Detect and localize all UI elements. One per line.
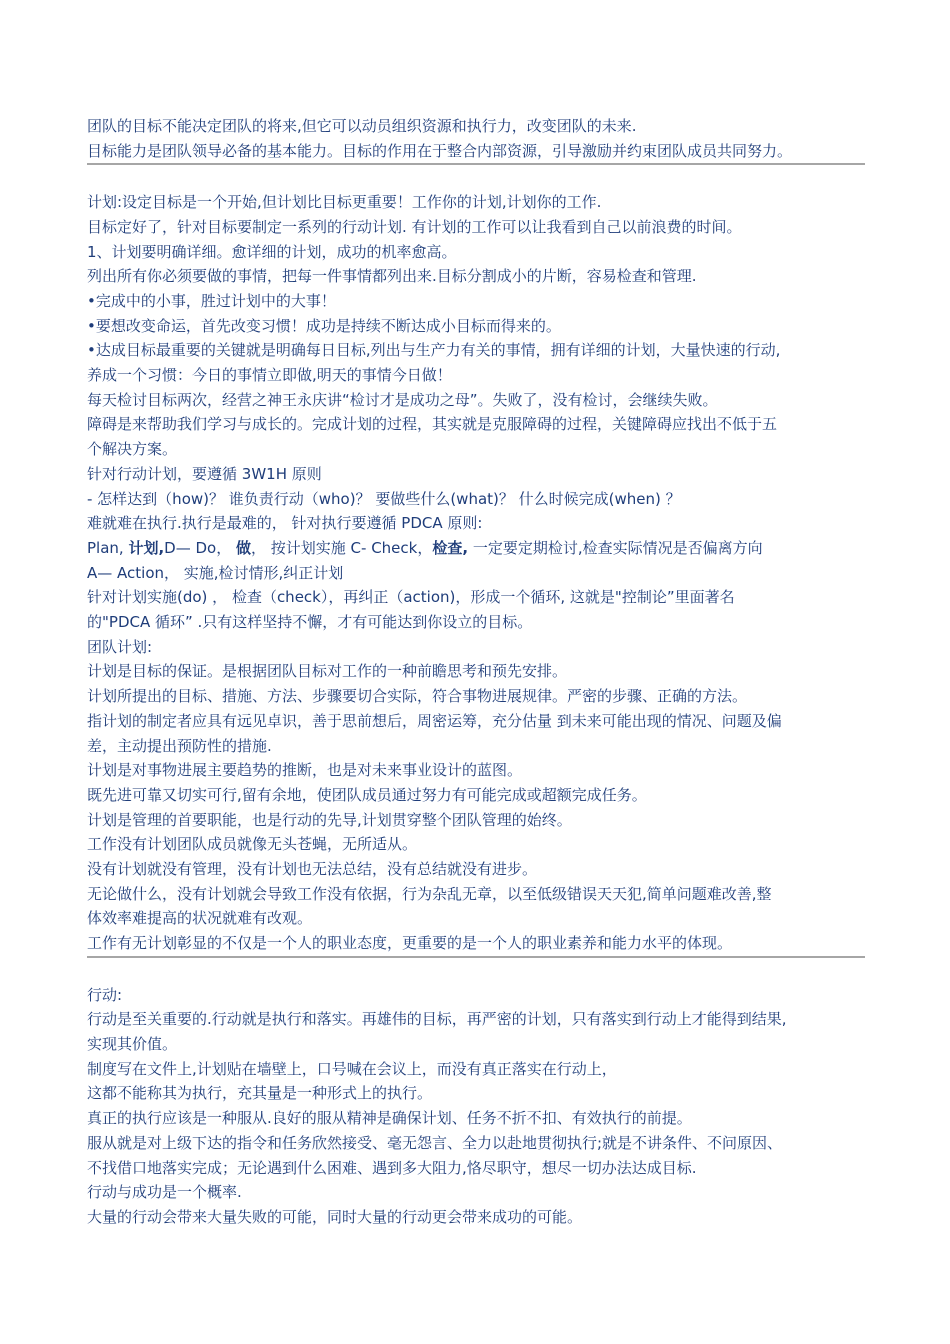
paragraph-line: 计划是对事物进展主要趋势的推断，也是对未来事业设计的蓝图。 [87, 761, 523, 780]
paragraph-line: 针对行动计划，要遵循 3W1H 原则 [87, 464, 322, 483]
paragraph-line: 团队计划: [87, 637, 153, 656]
pdca-bold-do: 做 [235, 538, 251, 557]
paragraph-line: 目标能力是团队领导必备的基本能力。目标的作用在于整合内部资源，引导激励并约束团队成员共同努力。 [87, 141, 793, 160]
paragraph-line: 制度写在文件上,计划贴在墙壁上，口号喊在会议上，而没有真正落实在行动上， [87, 1059, 617, 1078]
paragraph-line: 不找借口地落实完成；无论遇到什么困难、遇到多大阻力,恪尽职守，想尽一切办法达成目标. [87, 1158, 697, 1177]
document-body [87, 114, 869, 1230]
paragraph-line: 计划是目标的保证。是根据团队目标对工作的一种前瞻思考和预先安排。 [87, 662, 568, 681]
paragraph-line: A— Action， 实施,检讨情形,纠正计划 [87, 563, 344, 582]
paragraph-line: 无论做什么，没有计划就会导致工作没有依据，行为杂乱无章，以至低级错误天天犯,简单问题难改善,整 [87, 884, 772, 903]
paragraph-line: 差，主动提出预防性的措施. [87, 736, 272, 755]
blank-line [87, 165, 869, 190]
blank-line [87, 958, 869, 983]
pdca-text: 一定要定期检讨,检查实际情况是否偏离方向 [468, 538, 763, 557]
paragraph-line: 行动是至关重要的.行动就是执行和落实。再雄伟的目标，再严密的计划，只有落实到行动上才能得到结果, [87, 1010, 787, 1029]
paragraph-line: 这都不能称其为执行，充其量是一种形式上的执行。 [87, 1084, 433, 1103]
bullet-line: •达成目标最重要的关键就是明确每日目标,列出与生产力有关的事情，拥有详细的计划，大量快速的行动, [87, 341, 781, 360]
paragraph-line: 目标定好了，针对目标要制定一系列的行动计划. 有计划的工作可以让我看到自己以前浪费的时间。 [87, 217, 742, 236]
paragraph-line: 团队的目标不能决定团队的将来,但它可以动员组织资源和执行力，改变团队的未来. [87, 117, 637, 135]
paragraph-line: 障碍是来帮助我们学习与成长的。完成计划的过程，其实就是克服障碍的过程，关键障碍应找出不低于五 [87, 415, 778, 434]
paragraph-line: 个解决方案。 [87, 440, 178, 459]
paragraph-line: - 怎样达到（how)？ 谁负责行动（who)？ 要做些什么(what)？ 什么时候完成(when) ？ [87, 489, 681, 508]
paragraph-line: 行动: [87, 985, 123, 1004]
paragraph-line: 每天检讨目标两次，经营之神王永庆讲“检讨才是成功之母”。失败了，没有检讨，会继续失败。 [87, 390, 718, 409]
paragraph-line: 1、计划要明确详细。愈详细的计划，成功的机率愈高。 [87, 242, 457, 261]
paragraph-line: 没有计划就没有管理，没有计划也无法总结，没有总结就没有进步。 [87, 860, 538, 879]
bullet-line: •要想改变命运，首先改变习惯！成功是持续不断达成小目标而得来的。 [87, 316, 561, 335]
paragraph-line: 工作有无计划彰显的不仅是一个人的职业态度，更重要的是一个人的职业素养和能力水平的体现。 [87, 934, 733, 953]
paragraph-line: 列出所有你必须要做的事情，把每一件事情都列出来.目标分割成小的片断，容易检查和管理. [87, 267, 697, 286]
paragraph-line: 行动与成功是一个概率. [87, 1183, 242, 1202]
pdca-bold-check: 检查, [432, 538, 469, 557]
paragraph-line: 服从就是对上级下达的指令和任务欣然接受、毫无怨言、全力以赴地贯彻执行;就是不讲条件、不问原因、 [87, 1133, 783, 1152]
bullet-line: •完成中的小事，胜过计划中的大事！ [87, 291, 336, 310]
paragraph-line: 实现其价值。 [87, 1034, 178, 1053]
paragraph-line: 指计划的制定者应具有远见卓识，善于思前想后，周密运筹，充分估量 到未来可能出现的情况、问题及偏 [87, 711, 782, 730]
paragraph-line: 的"PDCA 循环” .只有这样坚持不懈，才有可能达到你设立的目标。 [87, 613, 533, 632]
pdca-text: D— Do， [164, 538, 236, 557]
pdca-bold-plan: 计划, [128, 538, 165, 557]
paragraph-line: 针对计划实施(do) ， 检查（check），再纠正（action)，形成一个循环, 这就是"控制论”里面著名 [87, 588, 735, 607]
paragraph-line: 真正的执行应该是一种服从.良好的服从精神是确保计划、任务不折不扣、有效执行的前提。 [87, 1109, 692, 1128]
paragraph-line: 计划所提出的目标、措施、方法、步骤要切合实际，符合事物进展规律。严密的步骤、正确的方法。 [87, 687, 748, 706]
paragraph-line: 计划:设定目标是一个开始,但计划比目标更重要！工作你的计划,计划你的工作. [87, 193, 602, 212]
paragraph-line: 体效率难提高的状况就难有改观。 [87, 909, 313, 928]
pdca-text: ， 按计划实施 C- Check， [251, 538, 433, 557]
paragraph-line: 养成一个习惯：今日的事情立即做,明天的事情今日做！ [87, 366, 452, 385]
paragraph-line: 工作没有计划团队成员就像无头苍蝇，无所适从。 [87, 835, 418, 854]
pdca-text: Plan, [87, 538, 129, 557]
paragraph-line: 大量的行动会带来大量失败的可能，同时大量的行动更会带来成功的可能。 [87, 1207, 583, 1226]
paragraph-line: 难就难在执行.执行是最难的， 针对执行要遵循 PDCA 原则: [87, 514, 483, 533]
paragraph-line: 既先进可靠又切实可行,留有余地，使团队成员通过努力有可能完成或超额完成任务。 [87, 785, 647, 804]
paragraph-line: 计划是管理的首要职能，也是行动的先导,计划贯穿整个团队管理的始终。 [87, 810, 572, 829]
pdca-line [87, 536, 869, 561]
